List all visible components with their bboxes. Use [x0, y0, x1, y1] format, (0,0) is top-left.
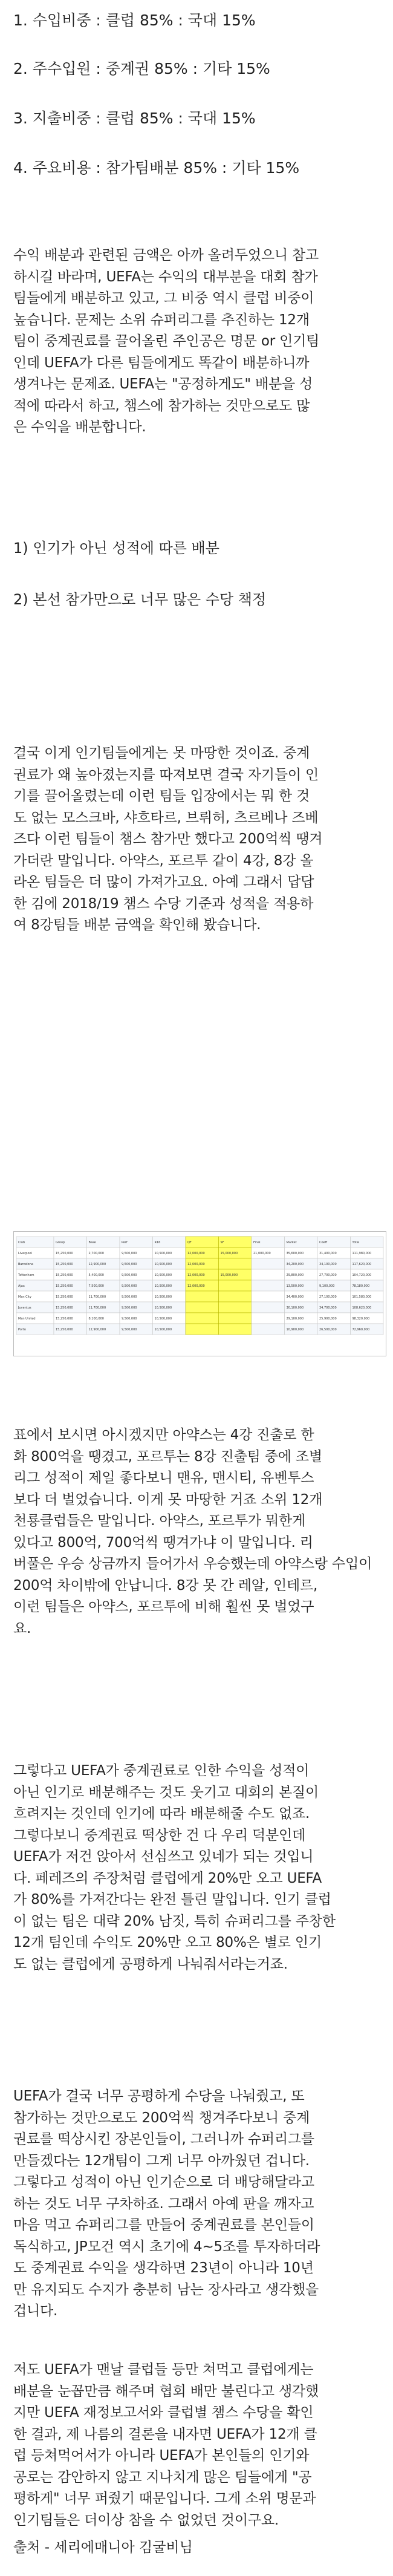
table-header-text: Final: [253, 1241, 261, 1244]
table-cell-text: 9,500,000: [122, 1284, 137, 1288]
table-cell-text: 9,500,000: [122, 1295, 137, 1299]
table-cell-text: Tottenham: [18, 1273, 34, 1277]
table-cell-text: 12,000,000: [187, 1263, 205, 1266]
paragraph-line: 리그 성적이 제일 좋다보니 맨유, 맨시티, 유벤투스: [13, 1470, 314, 1486]
table-cell-text: 9,500,000: [122, 1306, 137, 1310]
paragraph-line: 하는 것도 너무 구차하죠. 그래서 아예 판을 깨자고: [13, 2195, 314, 2212]
paragraph-line: 이 없는 팀은 대략 20% 남짓, 특히 슈퍼리그를 주창한: [13, 1913, 336, 1929]
table-cell-text: 12,900,000: [88, 1328, 106, 1332]
paragraph-line: 천룡클럽들은 말입니다. 아약스, 포르투가 뭐한게: [13, 1513, 306, 1529]
table-cell-text: 29,800,000: [286, 1273, 304, 1277]
table-cell-text: 10,500,000: [154, 1284, 172, 1288]
table-cell-text: 10,500,000: [154, 1306, 172, 1310]
table-cell-text: 15,250,000: [56, 1295, 73, 1299]
table-cell-text: 35,600,000: [286, 1252, 304, 1255]
table-cell: [252, 1313, 285, 1324]
paragraph-line: 그렇다고 성적이 아닌 인기순으로 더 배당해달라고: [13, 2174, 314, 2190]
paragraph-line: 보다 더 벌었습니다. 이게 못 마땅한 거죠 소위 12개: [13, 1491, 323, 1508]
table-cell-text: 12,000,000: [187, 1252, 205, 1255]
paragraph-line: 배분을 눈꼽만큼 해주며 협회 배만 불린다고 생각했: [13, 2383, 319, 2399]
table-cell-text: 15,000,000: [220, 1273, 238, 1277]
paragraph-line: 평하게" 너무 퍼줬기 때문입니다. 그게 소위 명문과: [13, 2491, 316, 2506]
table-cell-text: 34,200,000: [286, 1263, 304, 1266]
paragraph-line: 가더란 말입니다. 아약스, 포르투 같이 4강, 8강 올: [13, 852, 314, 869]
issue-item: [13, 590, 382, 609]
table-cell-text: Man City: [18, 1295, 31, 1299]
table-cell-text: 10,500,000: [154, 1263, 172, 1266]
table-cell-text: 111,980,000: [352, 1252, 372, 1255]
table-cell: [219, 1302, 252, 1313]
table-cell: [186, 1324, 219, 1335]
table-cell-text: 8,100,000: [88, 1317, 104, 1321]
table-cell-text: 12,000,000: [187, 1273, 205, 1277]
table-cell-text: 15,250,000: [56, 1273, 73, 1277]
table-cell-text: 21,000,000: [253, 1252, 271, 1255]
table-header-text: SF: [220, 1241, 224, 1244]
table-cell: [219, 1324, 252, 1335]
table-cell-text: 101,580,000: [352, 1295, 372, 1299]
paragraph-line: 인데 UEFA가 다른 팀들에게도 똑같이 배분하니까: [13, 355, 310, 371]
paragraph-line: 요.: [13, 1620, 31, 1636]
table-cell: [252, 1302, 285, 1313]
table-cell-text: 25,900,000: [319, 1317, 337, 1321]
paragraph-revenue-distribution: [13, 245, 382, 439]
table-cell-text: 34,400,000: [286, 1295, 304, 1299]
paragraph-line: 인기팀들은 더이상 참을 수 없었던 것이구요.: [13, 2512, 279, 2528]
table-cell-text: Man United: [18, 1317, 36, 1321]
table-cell-text: 15,000,000: [220, 1252, 238, 1255]
ratio-item: 1. 수입비중 : 클럽 85% : 국대 15%: [13, 11, 256, 29]
paragraph-line: 즈다 이런 팀들이 챔스 참가만 했다고 200억씩 땡겨: [13, 831, 323, 847]
table-cell-text: 117,620,000: [352, 1263, 372, 1266]
table-cell: [219, 1291, 252, 1302]
table-cell-text: 27,700,000: [319, 1273, 337, 1277]
paragraph-line: 겁니다.: [13, 2303, 58, 2319]
table-cell-text: 34,100,000: [319, 1263, 337, 1266]
ratio-item: 3. 지출비중 : 클럽 85% : 국대 15%: [13, 110, 256, 127]
paragraph-line: 적에 따라서 하고, 챔스에 참가하는 것만으로도 많: [13, 397, 310, 414]
paragraph-line: 한 결과, 제 나름의 결론을 내자면 UEFA가 12개 클: [13, 2426, 317, 2442]
paragraph-table-analysis: [13, 1425, 382, 1639]
table-cell-text: 10,900,000: [286, 1328, 304, 1332]
table-cell-text: 2,700,000: [88, 1252, 104, 1255]
table-cell-text: 10,500,000: [154, 1295, 172, 1299]
paragraph-line: 아닌 인기로 배분해주는 것도 웃기고 대회의 본질이: [13, 1784, 319, 1800]
issue-item: [13, 538, 382, 558]
paragraph-line: UEFA가 저건 앉아서 선심쓰고 있네가 되는 것입니: [13, 1849, 314, 1865]
table-cell-text: 15,250,000: [56, 1328, 73, 1332]
table-cell-text: Porto: [18, 1328, 26, 1332]
table-cell-text: 12,900,000: [88, 1263, 106, 1266]
paragraph-line: 그렇다고 UEFA가 중계권료로 인한 수익을 성적이: [13, 1763, 310, 1779]
paragraph-line: 도 중계권료 수익을 생각하면 23년이 아니라 10년: [13, 2260, 314, 2276]
paragraph-popular-clubs-complaint: [13, 743, 382, 937]
paragraph-line: 라온 팀들은 더 많이 가져가고요. 아예 그래서 답답: [13, 874, 314, 890]
paragraph-line: 하시길 바라며, UEFA는 수익의 대부분을 대회 참가: [13, 269, 318, 285]
table-cell: [252, 1280, 285, 1291]
table-cell-text: 29,100,000: [286, 1317, 304, 1321]
paragraph-line: 이런 팀들은 아약스, 포르투에 비해 훨씬 못 벌었구: [13, 1599, 314, 1615]
table-cell: [219, 1258, 252, 1269]
paragraph-line: 지만 UEFA 재정보고서와 클럽별 챔스 수당을 확인: [13, 2405, 314, 2421]
table-cell-text: 31,400,000: [319, 1252, 337, 1255]
table-cell: [252, 1269, 285, 1280]
paragraph-line: 수익 배분과 관련된 금액은 아까 올려두었으니 참고: [13, 247, 319, 263]
table-cell-text: Liverpool: [18, 1252, 32, 1255]
paragraph-line: 버풀은 우승 상금까지 들어가서 우승했는데 아약스랑 수입이: [13, 1556, 372, 1572]
table-header-text: Perf: [122, 1241, 128, 1244]
table-header-text: Market: [286, 1241, 297, 1244]
table-cell-text: 34,700,000: [319, 1306, 337, 1310]
paragraph-line: 흐려지는 것인데 인기에 따라 배분해줄 수도 없죠.: [13, 1806, 310, 1822]
ratio-list: [13, 11, 382, 30]
paragraph-line: 참가하는 것만으로도 200억씩 챙겨주다보니 중계: [13, 2110, 310, 2126]
table-header-text: Group: [56, 1241, 65, 1244]
issue-text: 2) 본선 참가만으로 너무 많은 수당 책정: [13, 591, 267, 608]
table-cell: [186, 1302, 219, 1313]
table-cell-text: 9,500,000: [122, 1263, 137, 1266]
table-cell: [186, 1291, 219, 1302]
paragraph-line: 권료가 왜 높아졌는지를 따져보면 결국 자기들이 인: [13, 767, 319, 783]
paragraph-line: 12개 팀인데 수익도 20%만 오고 80%은 별로 인기: [13, 1935, 322, 1950]
paragraph-line: 생겨나는 문제죠. UEFA는 "공정하게도" 배분을 성: [13, 376, 313, 392]
table-cell-text: 10,500,000: [154, 1317, 172, 1321]
table-cell-text: 9,500,000: [122, 1317, 137, 1321]
table-cell-text: 5,400,000: [88, 1273, 104, 1277]
table-cell-text: Ajax: [18, 1284, 25, 1288]
table-cell-text: 30,100,000: [286, 1306, 304, 1310]
ratio-item: 2. 주수입원 : 중계권 85% : 기타 15%: [13, 60, 270, 77]
table-cell-text: 11,700,000: [88, 1306, 106, 1310]
table-cell-text: 108,620,000: [352, 1306, 372, 1310]
paragraph-line: 도 없는 모스크바, 샤흐타르, 브뤼허, 츠르베나 즈베: [13, 809, 319, 826]
table-cell-text: 9,100,000: [319, 1284, 335, 1288]
table-header-text: Base: [88, 1241, 96, 1244]
table-header-text: Coeff: [319, 1241, 328, 1244]
table-cell-text: 15,250,000: [56, 1284, 73, 1288]
table-cell-text: 9,500,000: [122, 1273, 137, 1277]
prize-money-table-image: [13, 1231, 386, 1356]
table-cell-text: 27,100,000: [319, 1295, 337, 1299]
table-cell-text: 12,000,000: [187, 1284, 205, 1288]
paragraph-line: 기를 끌어올렸는데 이런 팀들 입장에서는 뭐 한 것: [13, 788, 310, 804]
paragraph-line: 여 8강팀들 배분 금액을 확인해 봤습니다.: [13, 917, 261, 933]
paragraph-line: 가 80%를 가져간다는 완전 틀린 말입니다. 인기 클럽: [13, 1892, 331, 1907]
paragraph-line: 저도 UEFA가 맨날 클럽들 등만 쳐먹고 클럽에게는: [13, 2362, 314, 2378]
table-cell-text: 11,700,000: [88, 1295, 106, 1299]
table-cell: [186, 1313, 219, 1324]
paragraph-line: 높습니다. 문제는 소위 슈퍼리그를 추진하는 12개: [13, 312, 310, 328]
table-cell-text: 10,500,000: [154, 1328, 172, 1332]
paragraph-line: 한 김에 2018/19 챔스 수당 기준과 성적을 적용하: [13, 895, 314, 912]
table-cell-text: 10,500,000: [154, 1273, 172, 1277]
table-cell-text: 26,500,000: [319, 1328, 337, 1332]
paragraph-line: 200억 차이밖에 안납니다. 8강 못 간 레알, 인테르,: [13, 1577, 318, 1594]
issue-text: 1) 인기가 아닌 성적에 따른 배분: [13, 540, 219, 557]
paragraph-line: 독식하고, JP모건 역시 초기에 4~5조를 투자하더라: [13, 2238, 320, 2255]
paragraph-conclusion: [13, 2359, 382, 2531]
table-cell-text: 7,500,000: [88, 1284, 104, 1288]
paragraph-line: 럽 등쳐먹어서가 아니라 UEFA가 본인들의 인기와: [13, 2448, 310, 2463]
prize-money-table: [14, 1232, 386, 1356]
ratio-list: [13, 109, 382, 128]
table-cell-text: 13,500,000: [286, 1284, 304, 1288]
paragraph-line: 팀들에게 배분하고 있고, 그 비중 역시 클럽 비중이: [13, 290, 314, 306]
paragraph-line: 은 수익을 배분합니다.: [13, 419, 146, 435]
table-cell: [219, 1313, 252, 1324]
paragraph-line: UEFA가 결국 너무 공평하게 수당을 나눠줬고, 또: [13, 2088, 305, 2104]
paragraph-line: 마음 먹고 슈퍼리그를 만들어 중계권료를 본인들이: [13, 2217, 314, 2233]
paragraph-line: 그렇다보니 중계권료 떡상한 건 다 우리 덕분인데: [13, 1827, 306, 1843]
table-cell: [252, 1258, 285, 1269]
table-cell-text: Juventus: [18, 1306, 31, 1310]
table-cell-text: 72,960,000: [352, 1328, 370, 1332]
table-cell-text: 15,250,000: [56, 1263, 73, 1266]
table-cell-text: 15,250,000: [56, 1252, 73, 1255]
paragraph-line: 다. 페레즈의 주장처럼 클럽에게 20%만 오고 UEFA: [13, 1870, 322, 1886]
table-cell-text: 78,180,000: [352, 1284, 370, 1288]
paragraph-line: 만 유지되도 수지가 충분히 남는 장사라고 생각했을: [13, 2281, 319, 2298]
ratio-list: [13, 59, 382, 79]
paragraph-line: 화 800억을 땡겼고, 포르투는 8강 진출팀 중에 조별: [13, 1448, 322, 1465]
table-cell-text: 98,320,000: [352, 1317, 370, 1321]
table-header-text: Club: [18, 1241, 25, 1244]
paragraph-super-league-motive: [13, 2086, 382, 2323]
table-cell-text: 15,250,000: [56, 1306, 73, 1310]
table-cell-text: 104,720,000: [352, 1273, 372, 1277]
paragraph-line: 있다고 800억, 700억씩 땡겨가냐 이 말입니다. 리: [13, 1534, 313, 1551]
table-header-text: Total: [352, 1241, 360, 1244]
paragraph-line: 만들겠다는 12개팀이 그게 너무 아까웠던 겁니다.: [13, 2153, 310, 2169]
paragraph-line: 도 없는 클럽에게 공평하게 나눠줘서라는거죠.: [13, 1956, 288, 1972]
table-cell: [252, 1291, 285, 1302]
table-cell-text: 9,500,000: [122, 1328, 137, 1332]
paragraph-line: 권료를 떡상시킨 장본인들이, 그러니까 슈퍼리그를: [13, 2131, 314, 2147]
table-cell: [219, 1280, 252, 1291]
table-header-text: QF: [187, 1241, 192, 1244]
table-cell-text: 15,250,000: [56, 1317, 73, 1321]
table-header-text: R16: [154, 1241, 161, 1244]
paragraph-line: 공로는 감안하지 않고 지나치게 많은 팀들에게 "공: [13, 2469, 312, 2485]
paragraph-line: 결국 이게 인기팀들에게는 못 마땅한 것이죠. 중계: [13, 745, 310, 761]
ratio-list: [13, 159, 382, 178]
source-credit: [13, 2538, 382, 2557]
paragraph-line: 팀이 중계권료를 끌어올린 주인공은 명문 or 인기팀: [13, 333, 320, 349]
table-cell-text: Barcelona: [18, 1263, 33, 1266]
paragraph-uefa-distribution: [13, 1760, 382, 1975]
table-cell-text: 9,500,000: [122, 1252, 137, 1255]
table-cell: [252, 1324, 285, 1335]
ratio-item: 4. 주요비용 : 참가팀배분 85% : 기타 15%: [13, 159, 300, 177]
source-text: 출처 - 세리에매니아 김굴비님: [13, 2540, 193, 2555]
table-cell-text: 10,500,000: [154, 1252, 172, 1255]
paragraph-line: 표에서 보시면 아시겠지만 아약스는 4강 진출로 한: [13, 1427, 314, 1443]
